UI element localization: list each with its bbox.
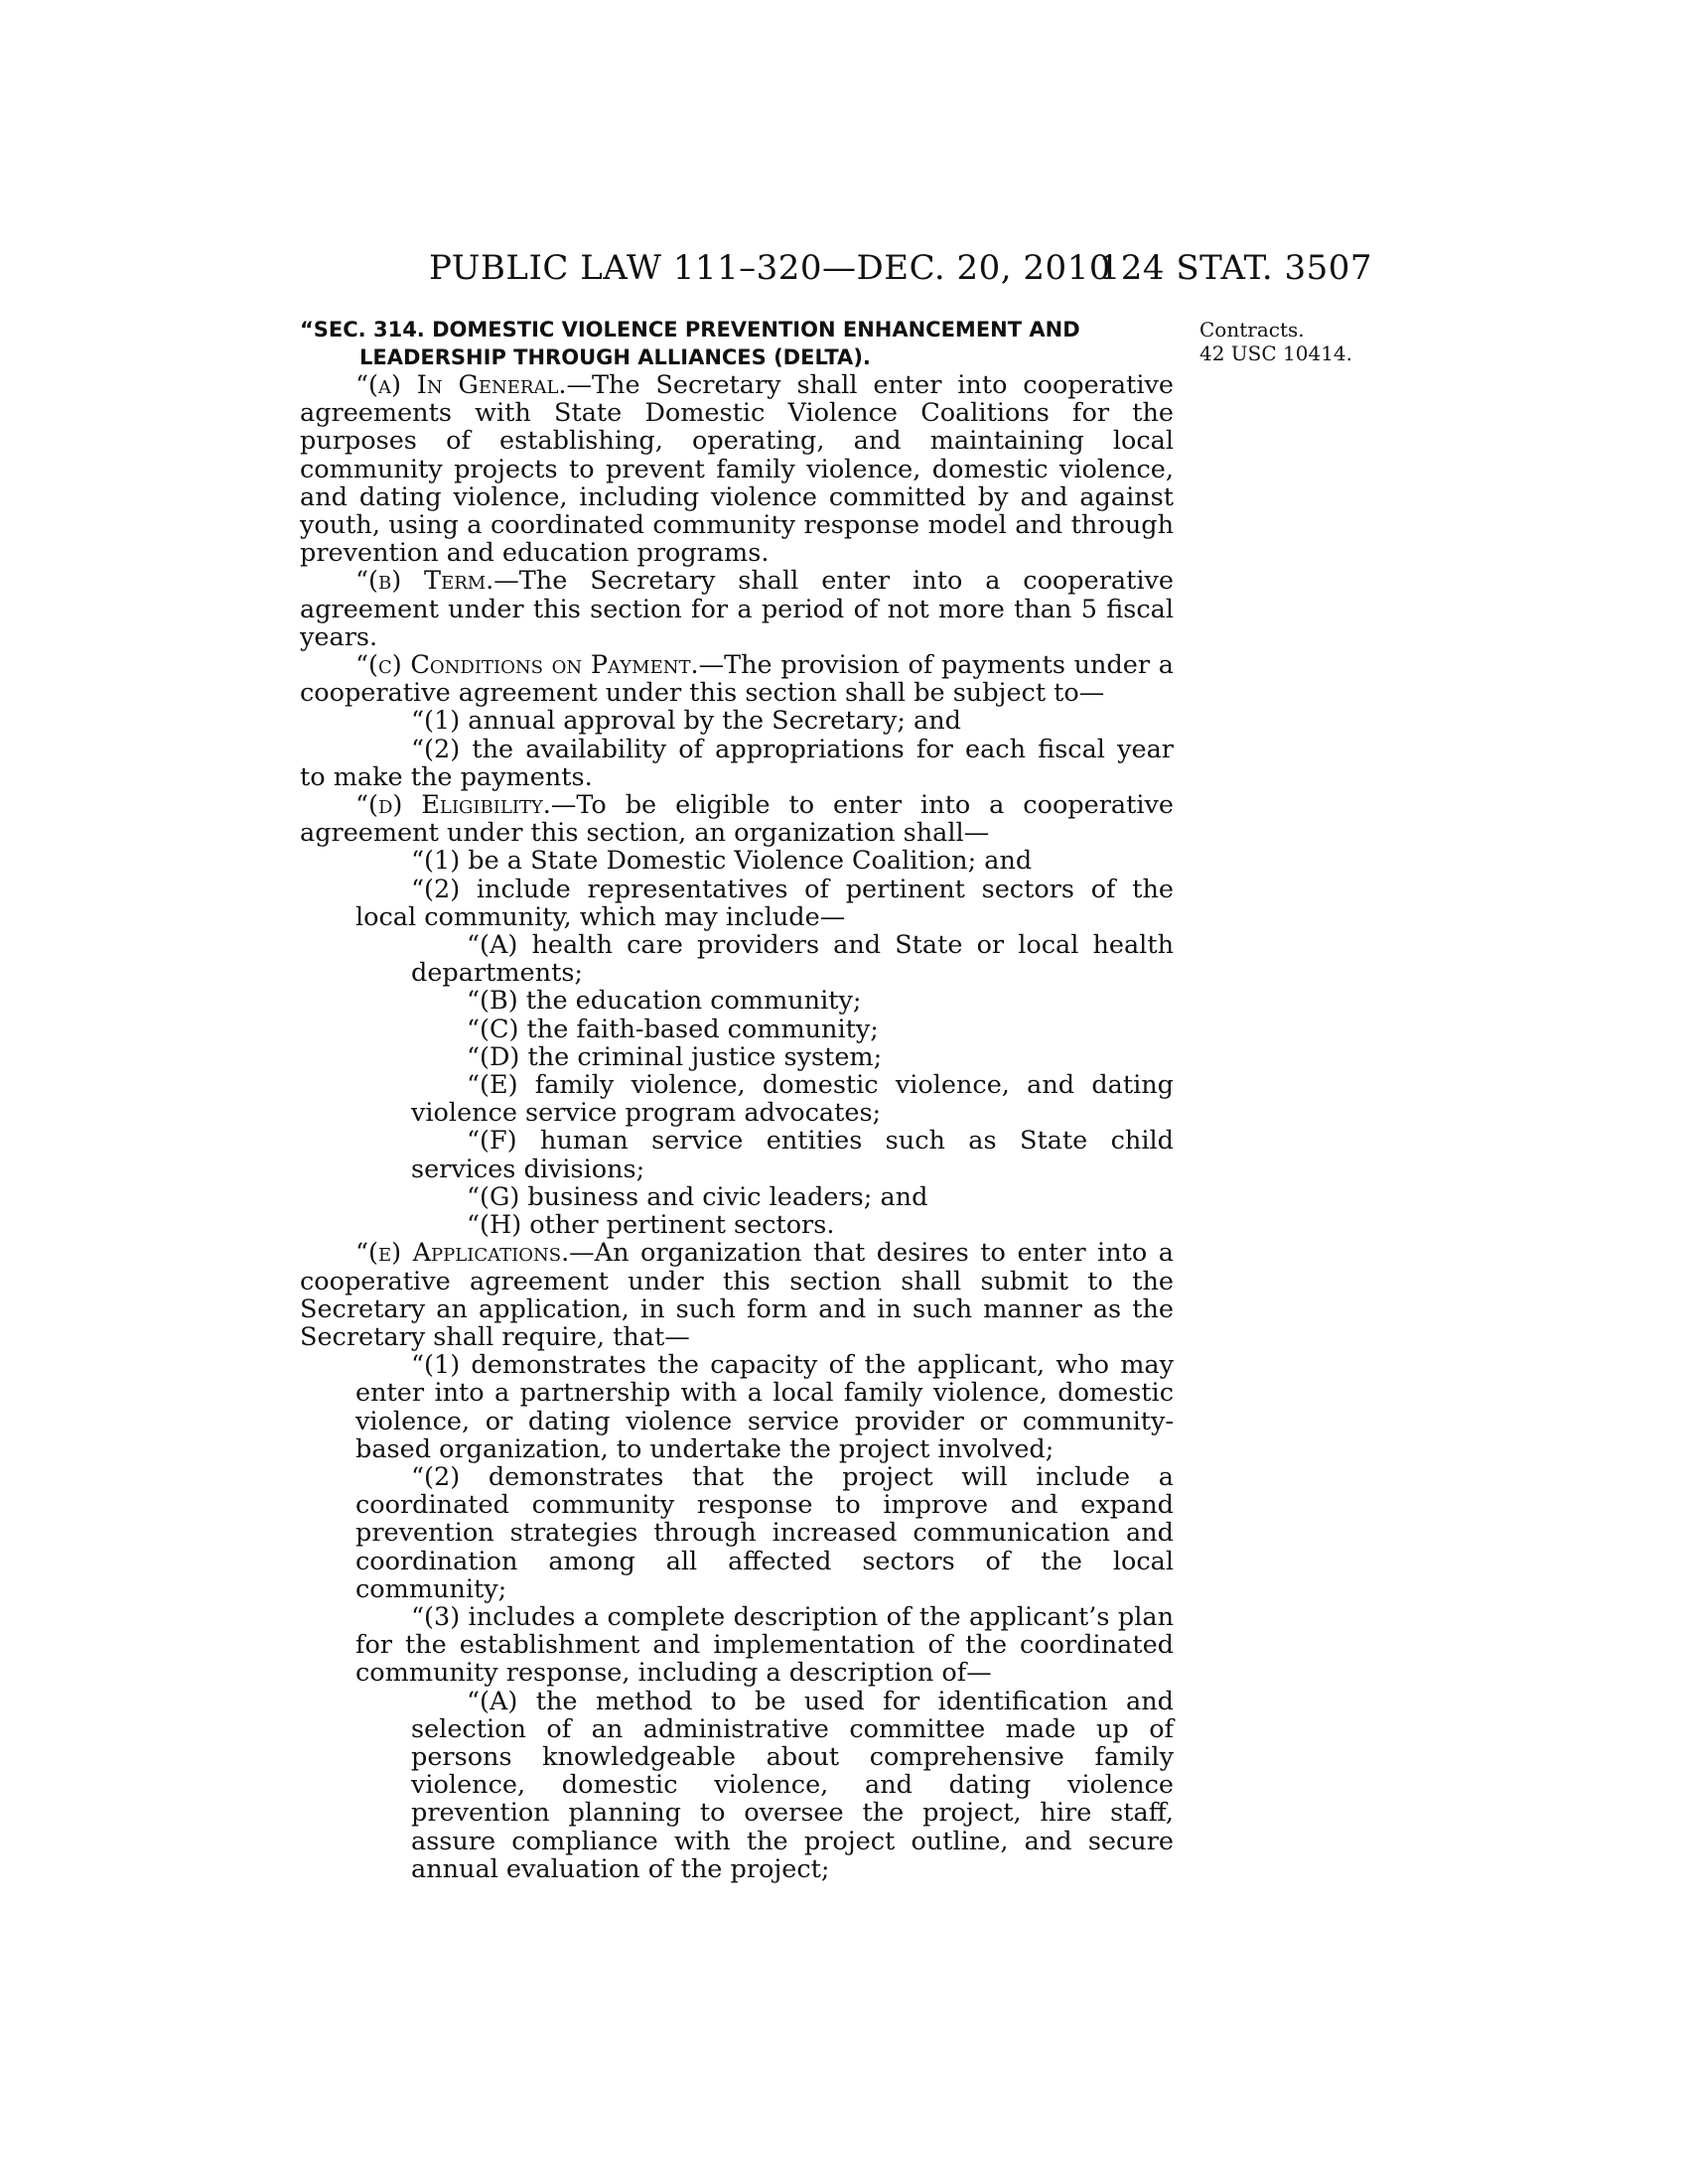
margin-note-usc: 42 USC 10414. [1199,341,1353,365]
paragraph-d-2-D: “(D) the criminal justice system; [467,1041,883,1072]
paragraph-d-2-C: “(C) the faith-based community; [467,1014,879,1044]
paragraph-c-2: “(2) the availability of appropriations for each fiscal year to make the payments. [300,734,1174,792]
paragraph-e-3: “(3) includes a complete description of the applicant’s plan for the establishment and implementation of the coordinated community response, including a description of— [355,1601,1174,1689]
paragraph-b-heading: “(b) Term. [355,566,494,597]
margin-notes [1199,318,1398,365]
section-title: “SEC. 314. DOMESTIC VIOLENCE PREVENTION ENHANCEMENT AND LEADERSHIP THROUGH ALLIANCES (DELTA). [300,318,1080,369]
paragraph-d-2-G: “(G) business and civic leaders; and [467,1181,928,1212]
paragraph-e-heading: “(e) Applications. [355,1238,570,1269]
paragraph-d-heading: “(d) Eligibility. [355,790,551,821]
page-header [300,248,1372,298]
paragraph-d-2-H: “(H) other pertinent sectors. [467,1210,835,1241]
paragraph-d-2: “(2) include representatives of pertinent sectors of the local community, which may include— [355,874,1174,932]
paragraph-a-heading: “(a) In General. [355,370,567,400]
paragraph-e [300,1239,1174,1351]
paragraph-e-1: “(1) demonstrates the capacity of the applicant, who may enter into a partnership with a local family violence, domestic violence, or dating violence service provider or community-based organization, to undertake the project involved; [355,1350,1174,1464]
paragraph-c [300,651,1174,707]
paragraph-d-1: “(1) be a State Domestic Violence Coalition; and [411,846,1033,877]
paragraph-d-2-E: “(E) family violence, domestic violence, and dating violence service program advocates; [411,1070,1174,1129]
paragraph-d-2-B: “(B) the education community; [467,986,862,1017]
paragraph-c-heading: “(c) Conditions on Payment. [355,650,699,681]
paragraph-d-2-A: “(A) health care providers and State or local health departments; [411,930,1174,989]
header-statute-page: 124 STAT. 3507 [1098,248,1372,288]
paragraph-a-text: —The Secretary shall enter into cooperative agreements with State Domestic Violence Coalitions for the purposes of establishing, operating, and maintaining local community projects to prevent family violence, domestic violence, and dating violence, including violence committed by and against youth, using a coordinated community response model and through prevention and education programs. [300,370,1174,569]
paragraph-c-text: —The provision of payments under a cooperative agreement under this section shall be subject to— [300,650,1174,709]
margin-note-contracts: Contracts. [1199,318,1305,341]
paragraph-b-text: —The Secretary shall enter into a cooperative agreement under this section for a period of not more than 5 fiscal years. [300,566,1174,652]
paragraph-e-text: —An organization that desires to enter into a cooperative agreement under this section shall submit to the Secretary an application, in such form and in such manner as the Secretary shall require, that— [300,1238,1174,1352]
paragraph-e-3-A: “(A) the method to be used for identification and selection of an administrative committee made up of persons knowledgeable about comprehensive family violence, domestic violence, and dating violence prevention planning to oversee the project, hire staff, assure compliance with the project outline, and secure annual evaluation of the project; [411,1686,1174,1884]
paragraph-d-text: —To be eligible to enter into a cooperative agreement under this section, an organization shall— [300,790,1174,849]
document-body [300,316,1174,1883]
paragraph-b [300,567,1174,651]
paragraph-a [300,371,1174,567]
paragraph-d [300,791,1174,847]
paragraph-d-2-F: “(F) human service entities such as State child services divisions; [411,1126,1174,1184]
paragraph-c-1: “(1) annual approval by the Secretary; and [411,706,961,737]
paragraph-e-2: “(2) demonstrates that the project will include a coordinated community response to improve and expand prevention strategies through increased communication and coordination among all affected sectors of the local community; [355,1461,1174,1604]
header-publication: PUBLIC LAW 111–320—DEC. 20, 2010 [429,248,1111,288]
